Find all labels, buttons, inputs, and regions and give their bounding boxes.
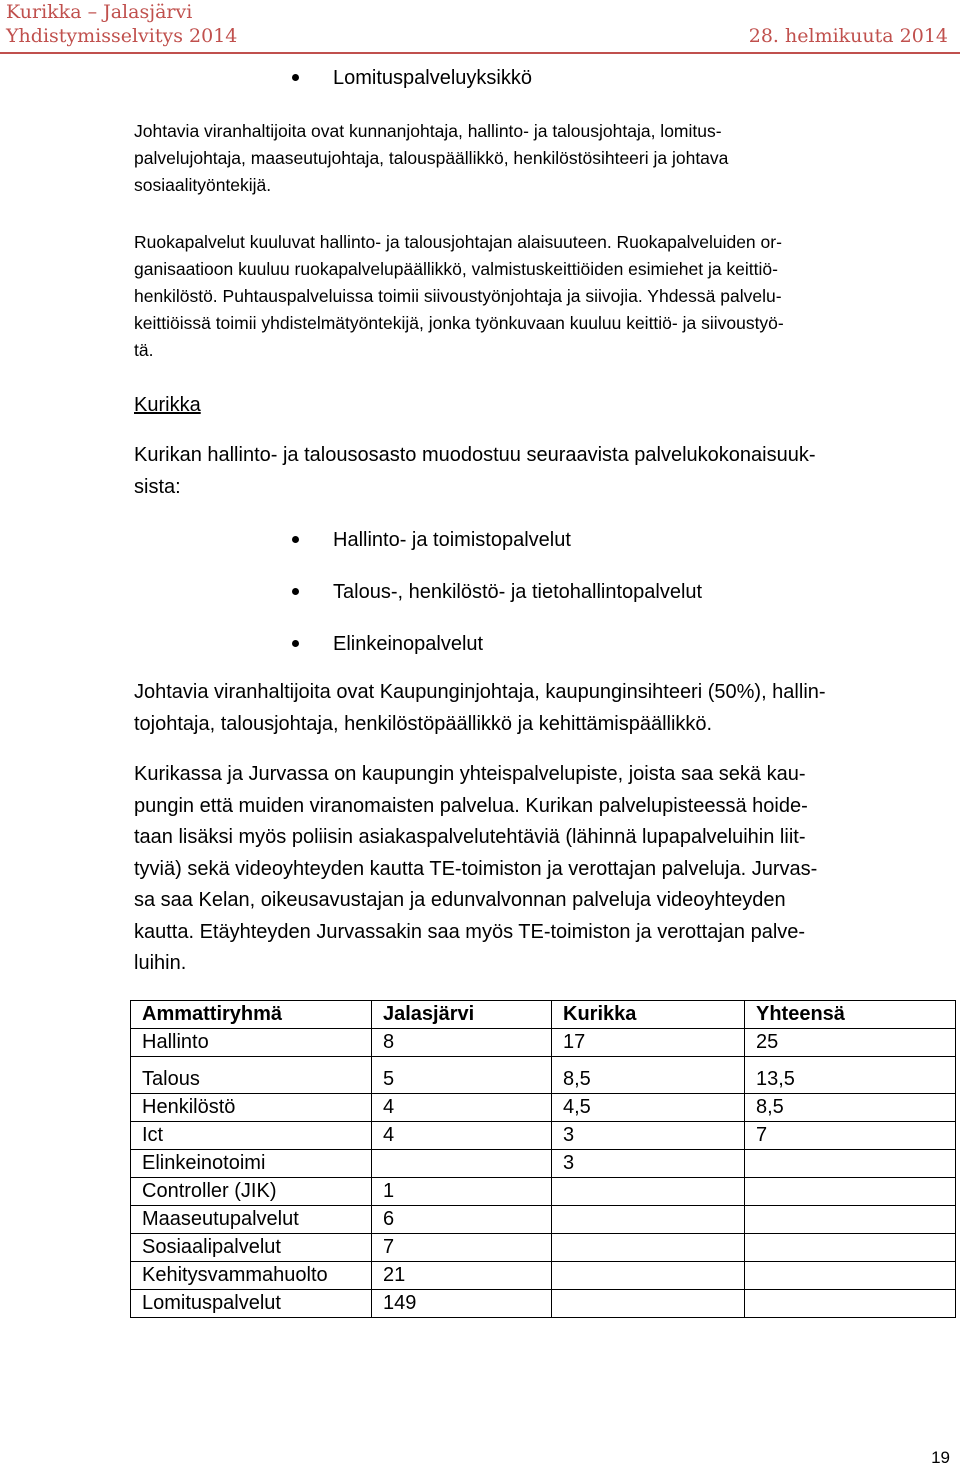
service-item <box>333 632 483 656</box>
section-heading-kurikka: Kurikka <box>134 394 201 416</box>
table-cell: 6 <box>372 1206 552 1234</box>
service-item <box>333 528 571 552</box>
table-cell <box>745 1290 956 1318</box>
header-org: Kurikka – Jalasjärvi <box>6 1 193 23</box>
table-cell: 8,5 <box>552 1066 745 1094</box>
table-row <box>131 1234 956 1262</box>
header-date: 28. helmikuuta 2014 <box>748 25 948 47</box>
table-row <box>131 1290 956 1318</box>
table-cell: Talous <box>131 1066 372 1094</box>
table-cell: Henkilöstö <box>131 1094 372 1122</box>
bullet-label: Lomituspalveluyksikkö <box>333 67 532 89</box>
table-cell <box>552 1290 745 1318</box>
table-cell <box>745 1262 956 1290</box>
table-cell <box>745 1206 956 1234</box>
bullet-icon <box>292 74 299 81</box>
service-label: Elinkeinopalvelut <box>333 633 484 655</box>
paragraph-kurikka-officials: Johtavia viranhaltijoita ovat Kaupunginjohtaja, kaupunginsihteeri (50%), hallin- tojohtaja, talousjohtaja, henkilöstöpäällikkö ja kehittämispäällikkö. <box>134 681 826 735</box>
table-cell <box>552 1178 745 1206</box>
table-cell: 3 <box>552 1150 745 1178</box>
table-cell: 4 <box>372 1122 552 1150</box>
service-item <box>333 580 702 604</box>
table-cell: 17 <box>552 1029 745 1057</box>
table-row <box>131 1029 956 1057</box>
table-cell: Lomituspalvelut <box>131 1290 372 1318</box>
table-cell: Controller (JIK) <box>131 1178 372 1206</box>
header-doc: Yhdistymisselvitys 2014 <box>6 25 238 47</box>
bullet-icon <box>292 536 299 543</box>
paragraph-admin-dept: Kurikan hallinto- ja talousosasto muodostuu seuraavista palvelukokonaisuuk- sista: <box>134 444 816 498</box>
table-cell <box>745 1178 956 1206</box>
table-header-cell: Ammattiryhmä <box>131 1001 372 1029</box>
table-cell: 8 <box>372 1029 552 1057</box>
table-cell: Hallinto <box>131 1029 372 1057</box>
staff-table <box>130 1000 956 1318</box>
table-header-cell: Yhteensä <box>745 1001 956 1029</box>
header-rule <box>0 52 960 54</box>
header-title <box>6 0 237 48</box>
bullet-icon <box>292 640 299 647</box>
table-header-row <box>131 1001 956 1029</box>
table-cell <box>552 1234 745 1262</box>
page-number: 19 <box>931 1448 950 1467</box>
table-cell: Maaseutupalvelut <box>131 1206 372 1234</box>
table-cell: 7 <box>372 1234 552 1262</box>
table-header-cell: Kurikka <box>552 1001 745 1029</box>
table-cell: Ict <box>131 1122 372 1150</box>
table-cell: 3 <box>552 1122 745 1150</box>
table-cell: 4,5 <box>552 1094 745 1122</box>
table-row <box>131 1206 956 1234</box>
service-label: Hallinto- ja toimistopalvelut <box>333 529 571 551</box>
table-cell <box>745 1234 956 1262</box>
table-cell <box>372 1150 552 1178</box>
table-cell <box>745 1150 956 1178</box>
table-cell: Kehitysvammahuolto <box>131 1262 372 1290</box>
table-cell <box>552 1206 745 1234</box>
table-cell: 1 <box>372 1178 552 1206</box>
service-label: Talous-, henkilöstö- ja tietohallintopalvelut <box>333 581 703 603</box>
table-cell: 4 <box>372 1094 552 1122</box>
table-cell: 8,5 <box>745 1094 956 1122</box>
paragraph-service-points: Kurikassa ja Jurvassa on kaupungin yhteispalvelupiste, joista saa sekä kau- pungin että muiden viranomaisten palvelua. Kurikan palvelupisteessä hoide- taan lisäksi myös poliisin asiakaspalvelutehtäviä (lähinnä lupapalveluihin liit- tyviä) sekä videoyhteyden kautta TE-toimiston ja verottajan palveluja. Jurvas- sa saa Kelan, oikeusavustajan ja edunvalvonnan palveluja videoyhteyden kautta. Etäyhteyden Jurvassakin saa myös TE-toimiston ja verottajan palve- luihin. <box>134 763 818 974</box>
table-cell: Elinkeinotoimi <box>131 1150 372 1178</box>
table-row <box>131 1150 956 1178</box>
table-row <box>131 1066 956 1094</box>
bullet-lomitus <box>333 66 532 90</box>
paragraph-food-services: Ruokapalvelut kuuluvat hallinto- ja talousjohtajan alaisuuteen. Ruokapalveluiden or- ganisaatioon kuuluu ruokapalvelupäällikkö, valmistuskeittiöiden esimiehet ja keittiö- henkilöstö. Puhtauspalveluissa toimii siivoustyönjohtaja ja siivojia. Yhdessä palvelu- keittiöissä toimii yhdistelmätyöntekijä, jonka työnkuvaan kuuluu keittiö- ja siivoustyö- tä. <box>134 232 784 360</box>
table-cell <box>552 1262 745 1290</box>
table-cell: Sosiaalipalvelut <box>131 1234 372 1262</box>
table-cell: 149 <box>372 1290 552 1318</box>
table-row <box>131 1094 956 1122</box>
bullet-icon <box>292 588 299 595</box>
table-header-cell: Jalasjärvi <box>372 1001 552 1029</box>
table-cell: 5 <box>372 1066 552 1094</box>
table-row <box>131 1262 956 1290</box>
paragraph-officials: Johtavia viranhaltijoita ovat kunnanjohtaja, hallinto- ja talousjohtaja, lomitus- palvelujohtaja, maaseutujohtaja, talouspäällikkö, henkilöstösihteeri ja johtava sosiaalityöntekijä. <box>134 121 729 195</box>
table-cell: 7 <box>745 1122 956 1150</box>
table-row <box>131 1178 956 1206</box>
table-cell: 21 <box>372 1262 552 1290</box>
table-spacer-row <box>131 1057 956 1067</box>
table-cell: 13,5 <box>745 1066 956 1094</box>
table-row <box>131 1122 956 1150</box>
table-cell: 25 <box>745 1029 956 1057</box>
